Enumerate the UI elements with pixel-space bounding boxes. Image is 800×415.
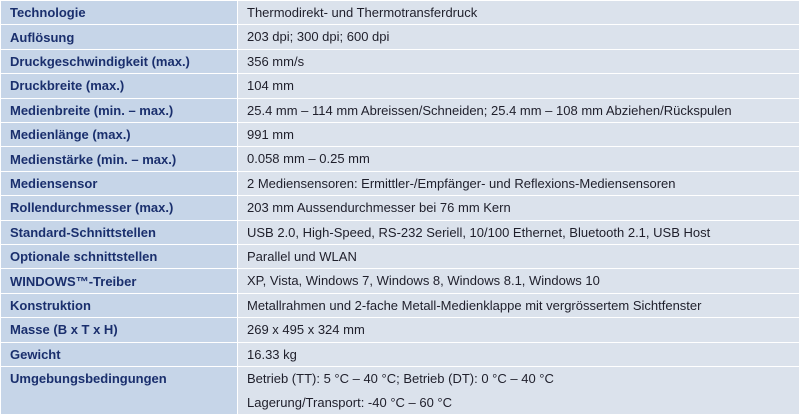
spec-value: Betrieb (TT): 5 °C – 40 °C; Betrieb (DT): 0 °C – 40 °C <box>247 371 554 387</box>
spec-label: Medienbreite (min. – max.) <box>1 98 238 122</box>
spec-value: 991 mm <box>247 127 294 143</box>
spec-label: Masse (B x T x H) <box>1 318 238 342</box>
spec-value: Parallel und WLAN <box>247 249 357 265</box>
spec-value: 104 mm <box>247 78 294 94</box>
spec-value-cell <box>238 220 800 244</box>
spec-label: Auflösung <box>1 25 238 49</box>
spec-label: Druckbreite (max.) <box>1 74 238 98</box>
spec-label: Mediensensor <box>1 171 238 195</box>
spec-label: Druckgeschwindigkeit (max.) <box>1 49 238 73</box>
spec-value: XP, Vista, Windows 7, Windows 8, Windows 8.1, Windows 10 <box>247 273 600 289</box>
spec-value: USB 2.0, High-Speed, RS-232 Seriell, 10/100 Ethernet, Bluetooth 2.1, USB Host <box>247 224 711 240</box>
spec-label: Medienstärke (min. – max.) <box>1 147 238 171</box>
spec-value: Thermodirekt- und Thermotransferdruck <box>247 5 478 20</box>
spec-value: 2 Mediensensoren: Ermittler-/Empfänger- und Reflexions-Mediensensoren <box>247 175 676 191</box>
spec-value: 0.058 mm – 0.25 mm <box>247 151 370 167</box>
spec-value-cell <box>238 74 800 98</box>
spec-row <box>1 196 800 220</box>
spec-label: Gewicht <box>1 342 238 366</box>
spec-value-cell <box>238 171 800 195</box>
spec-row <box>1 245 800 269</box>
spec-row <box>1 269 800 293</box>
spec-label: Standard-Schnittstellen <box>1 220 238 244</box>
spec-row <box>1 123 800 147</box>
spec-label: Umgebungsbedingungen <box>1 367 238 415</box>
spec-value-cell <box>238 269 800 293</box>
spec-row <box>1 98 800 122</box>
spec-value-cell <box>238 245 800 269</box>
spec-value: 203 mm Aussendurchmesser bei 76 mm Kern <box>247 200 511 216</box>
spec-value: 16.33 kg <box>247 346 297 362</box>
spec-value-cell <box>238 147 800 171</box>
spec-value-cell <box>238 342 800 366</box>
spec-value-cell <box>238 25 800 49</box>
spec-row <box>1 342 800 366</box>
spec-row <box>1 318 800 342</box>
spec-label: Konstruktion <box>1 293 238 317</box>
spec-label: Optionale schnittstellen <box>1 245 238 269</box>
spec-value: 25.4 mm – 114 mm Abreissen/Schneiden; 25.4 mm – 108 mm Abziehen/Rückspulen <box>247 102 732 118</box>
spec-value-cell <box>238 293 800 317</box>
spec-row <box>1 220 800 244</box>
spec-row <box>1 25 800 49</box>
spec-value-cell <box>238 318 800 342</box>
spec-row <box>1 293 800 317</box>
spec-value: 356 mm/s <box>247 53 305 69</box>
spec-label: Technologie <box>1 1 238 25</box>
spec-value: 269 x 495 x 324 mm <box>247 322 365 338</box>
spec-row <box>1 367 800 415</box>
spec-row <box>1 1 800 25</box>
spec-value-cell <box>238 98 800 122</box>
spec-value-cell <box>238 49 800 73</box>
spec-row <box>1 74 800 98</box>
spec-label: Medienlänge (max.) <box>1 123 238 147</box>
spec-row <box>1 171 800 195</box>
spec-label: Rollendurchmesser (max.) <box>1 196 238 220</box>
spec-value-cell <box>238 196 800 220</box>
spec-value-cell <box>238 1 800 25</box>
spec-value: Metallrahmen und 2-fache Metall-Medienklappe mit vergrössertem Sichtfenster <box>247 297 702 313</box>
spec-value: Lagerung/Transport: -40 °C – 60 °C <box>247 394 453 410</box>
spec-value-cell <box>238 367 800 415</box>
spec-value: 203 dpi; 300 dpi; 600 dpi <box>247 29 390 45</box>
spec-table-body <box>1 1 800 415</box>
spec-label: WINDOWS™-Treiber <box>1 269 238 293</box>
spec-row <box>1 49 800 73</box>
spec-value-cell <box>238 123 800 147</box>
spec-row <box>1 147 800 171</box>
